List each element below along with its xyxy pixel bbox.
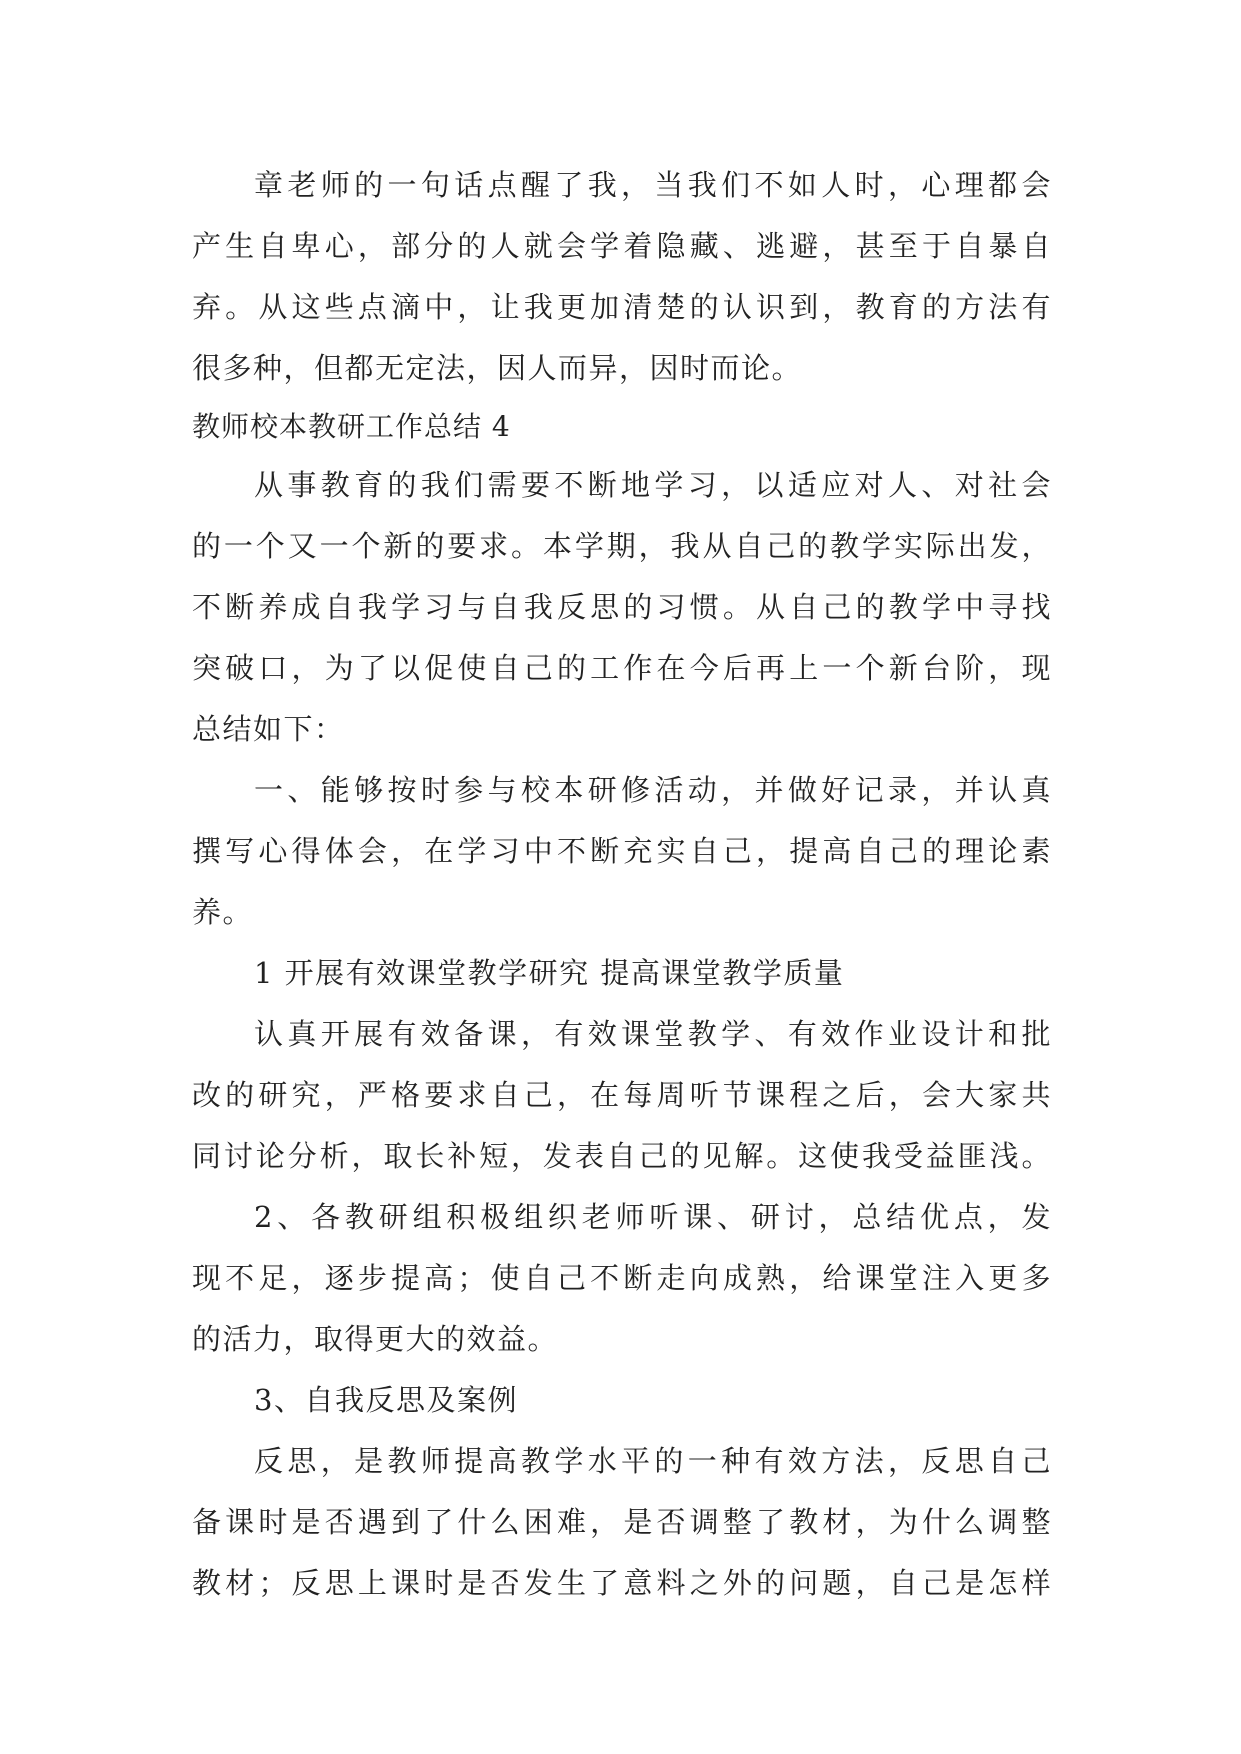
text-line: 的一个又一个新的要求。本学期，我从自己的教学实际出发， <box>192 529 1052 563</box>
text-line: 撰写心得体会，在学习中不断充实自己，提高自己的理论素 <box>192 834 1052 868</box>
text-line: 一、能够按时参与校本研修活动，并做好记录，并认真 <box>254 773 1052 807</box>
text-line: 养。 <box>192 895 254 929</box>
text-line: 2、各教研组积极组织老师听课、研讨，总结优点，发 <box>254 1200 1052 1234</box>
text-line: 总结如下： <box>192 712 345 746</box>
text-line: 的活力，取得更大的效益。 <box>192 1322 559 1356</box>
text-line: 很多种，但都无定法，因人而异，因时而论。 <box>192 351 803 385</box>
text-line: 3、自我反思及案例 <box>254 1383 518 1417</box>
text-line: 不断养成自我学习与自我反思的习惯。从自己的教学中寻找 <box>192 590 1052 624</box>
text-line: 改的研究，严格要求自己，在每周听节课程之后，会大家共 <box>192 1078 1052 1112</box>
text-line: 从事教育的我们需要不断地学习，以适应对人、对社会 <box>254 468 1052 502</box>
text-line: 突破口，为了以促使自己的工作在今后再上一个新台阶，现 <box>192 651 1052 685</box>
text-line: 1 开展有效课堂教学研究 提高课堂教学质量 <box>254 956 845 990</box>
text-line: 备课时是否遇到了什么困难，是否调整了教材，为什么调整 <box>192 1505 1052 1539</box>
text-line: 产生自卑心，部分的人就会学着隐藏、逃避，甚至于自暴自 <box>192 229 1052 263</box>
text-line: 章老师的一句话点醒了我，当我们不如人时，心理都会 <box>254 168 1052 202</box>
text-line: 反思，是教师提高教学水平的一种有效方法，反思自己 <box>254 1444 1052 1478</box>
text-line: 弃。从这些点滴中，让我更加清楚的认识到，教育的方法有 <box>192 290 1052 324</box>
text-line: 教材；反思上课时是否发生了意料之外的问题，自己是怎样 <box>192 1566 1052 1600</box>
section-heading: 教师校本教研工作总结 4 <box>192 410 511 443</box>
document-body <box>192 155 1052 1614</box>
text-line: 现不足，逐步提高；使自己不断走向成熟，给课堂注入更多 <box>192 1261 1052 1295</box>
text-line: 同讨论分析，取长补短，发表自己的见解。这使我受益匪浅。 <box>192 1139 1052 1173</box>
text-line: 认真开展有效备课，有效课堂教学、有效作业设计和批 <box>254 1017 1052 1051</box>
